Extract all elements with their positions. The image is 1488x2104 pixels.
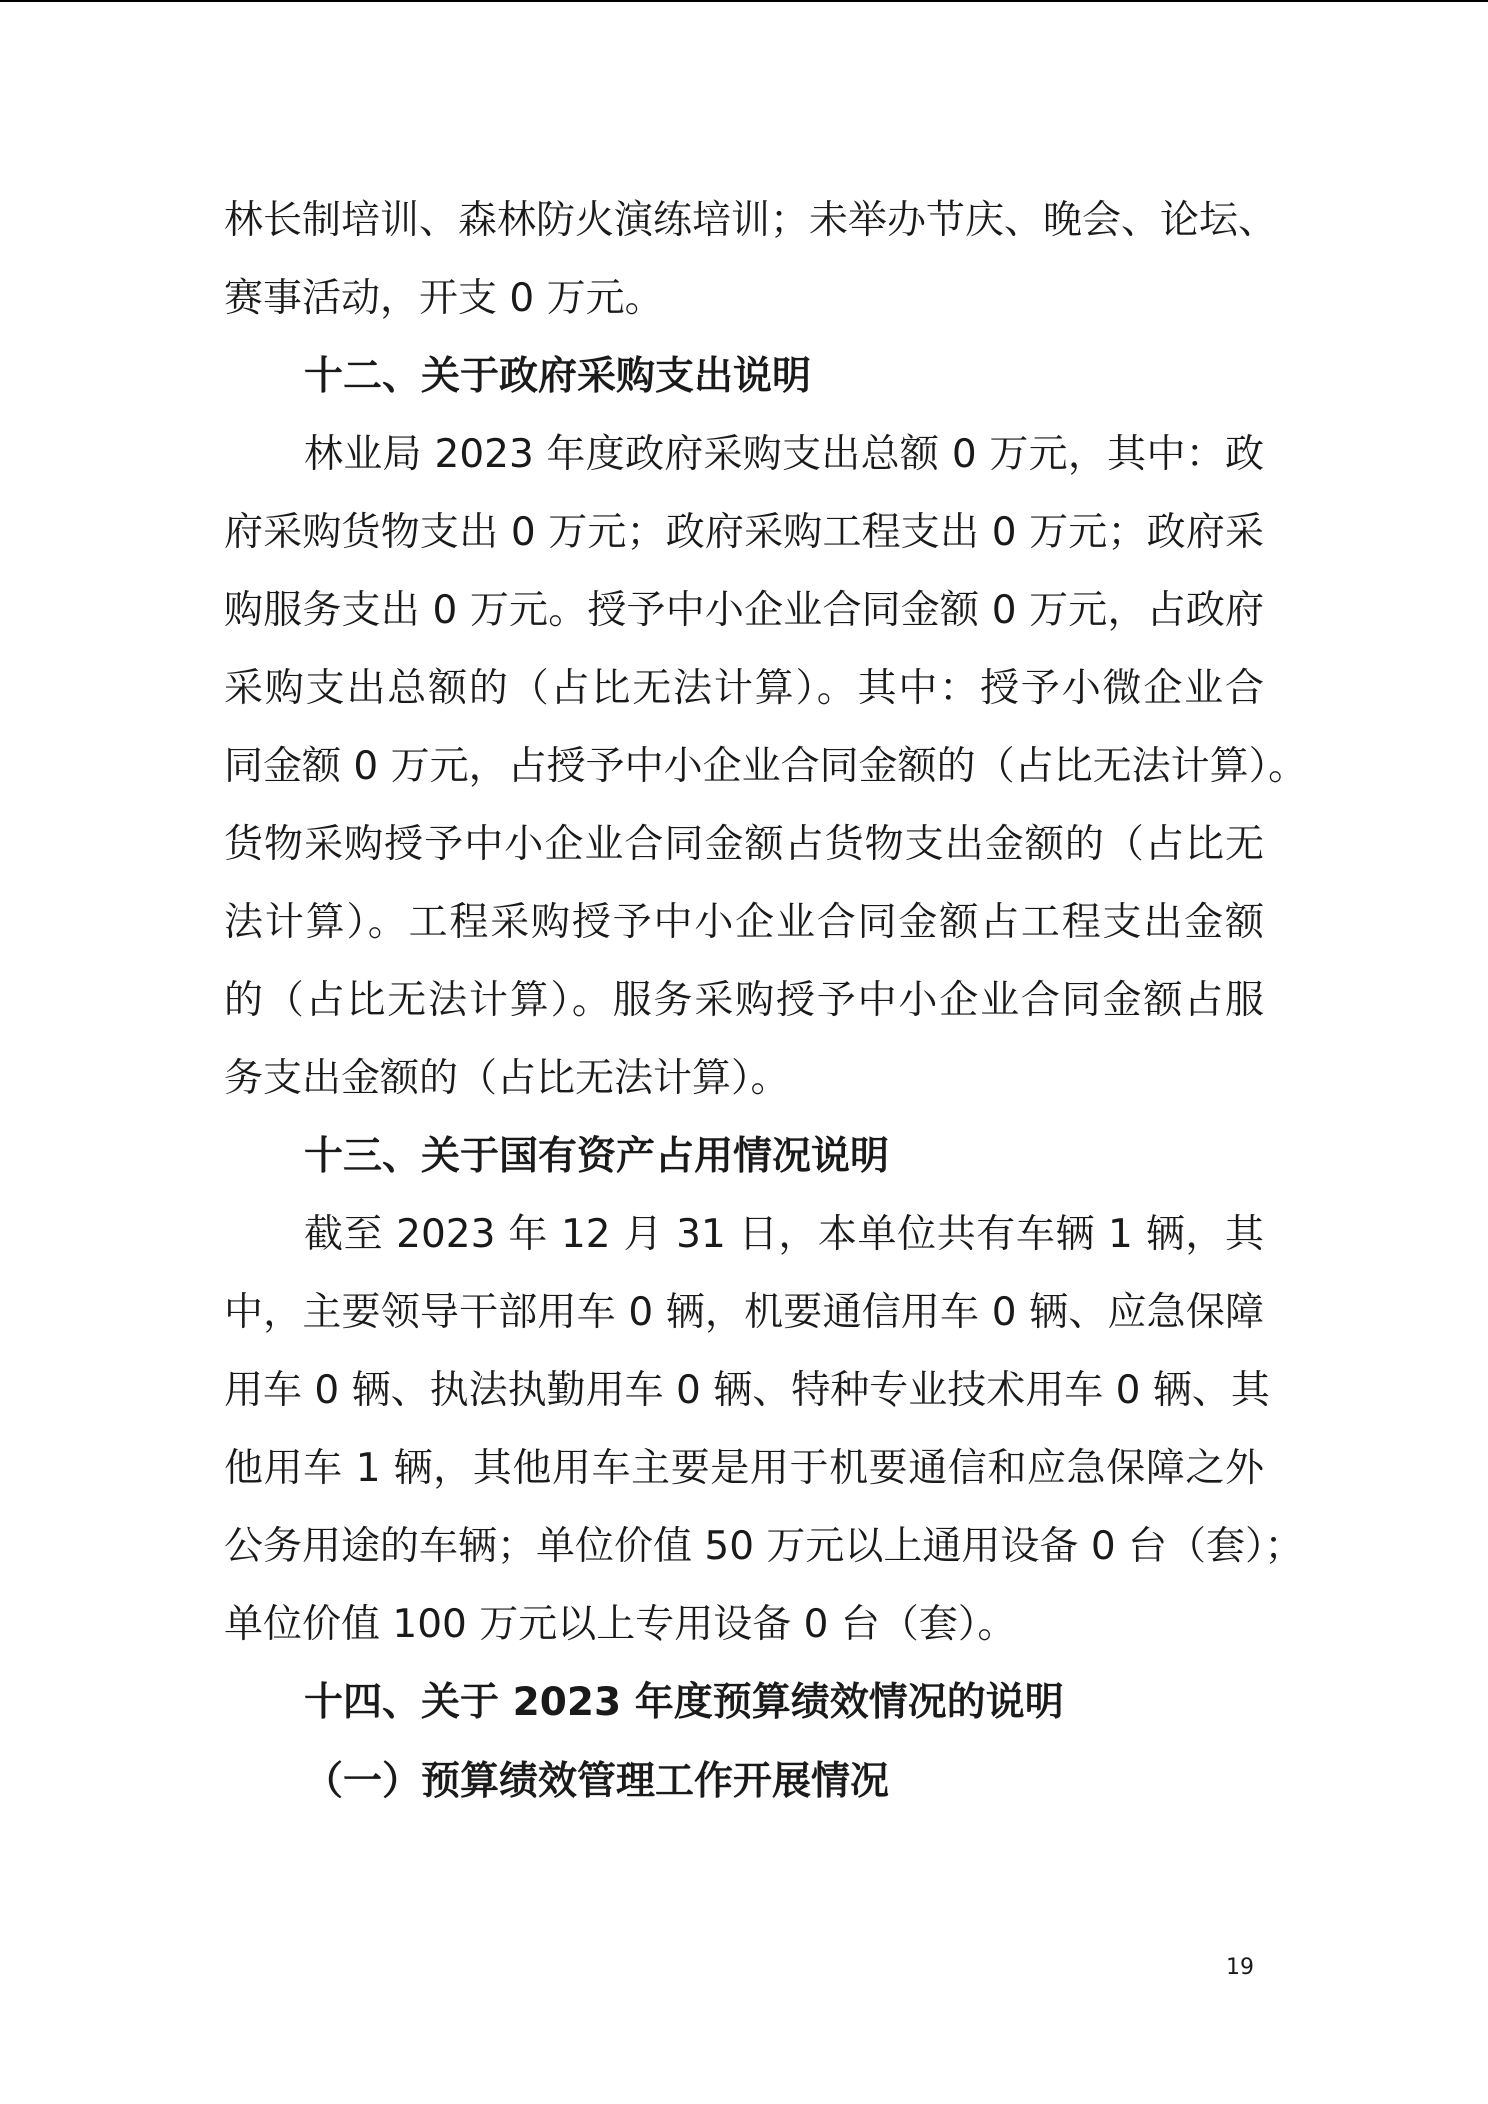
section-13-heading: 十三、关于国有资产占用情况说明 [304,1134,890,1179]
body-text-line: 货物采购授予中小企业合同金额占货物支出金额的（占比无 [224,822,1264,867]
body-text-line: 的（占比无法计算）。服务采购授予中小企业合同金额占服 [224,978,1264,1023]
body-text-line: 单位价值 100 万元以上专用设备 0 台（套）。 [224,1602,1017,1647]
body-text-line: 公务用途的车辆；单位价值 50 万元以上通用设备 0 台（套）； [224,1524,1304,1569]
body-text-line: 同金额 0 万元，占授予中小企业合同金额的（占比无法计算）。 [224,744,1308,789]
body-text-line: 务支出金额的（占比无法计算）。 [224,1056,790,1101]
body-text-line: 林业局 2023 年度政府采购支出总额 0 万元，其中：政 [304,432,1264,477]
document-page [224,182,1308,1820]
body-text-line: 用车 0 辆、执法执勤用车 0 辆、特种专业技术用车 0 辆、其 [224,1368,1270,1413]
body-text-line: 府采购货物支出 0 万元；政府采购工程支出 0 万元；政府采 [224,510,1264,555]
section-14-subheading: （一）预算绩效管理工作开展情况 [304,1758,890,1804]
body-text-line: 采购支出总额的（占比无法计算）。其中：授予小微企业合 [224,666,1264,711]
body-text-line: 赛事活动，开支 0 万元。 [224,276,664,321]
body-text-line: 中，主要领导干部用车 0 辆，机要通信用车 0 辆、应急保障 [224,1290,1264,1335]
body-text-line: 他用车 1 辆，其他用车主要是用于机要通信和应急保障之外 [224,1446,1264,1491]
section-14-heading: 十四、关于 2023 年度预算绩效情况的说明 [304,1680,1064,1725]
body-text-line: 林长制培训、森林防火演练培训；未举办节庆、晚会、论坛、 [224,198,1278,243]
page-number: 19 [1226,1955,1254,1980]
body-text-line: 购服务支出 0 万元。授予中小企业合同金额 0 万元，占政府 [224,588,1264,633]
body-text-line: 法计算）。工程采购授予中小企业合同金额占工程支出金额 [224,900,1264,945]
body-text-line: 截至 2023 年 12 月 31 日，本单位共有车辆 1 辆，其 [304,1212,1264,1257]
section-12-heading: 十二、关于政府采购支出说明 [304,354,812,399]
page-top-border [0,0,1488,2]
